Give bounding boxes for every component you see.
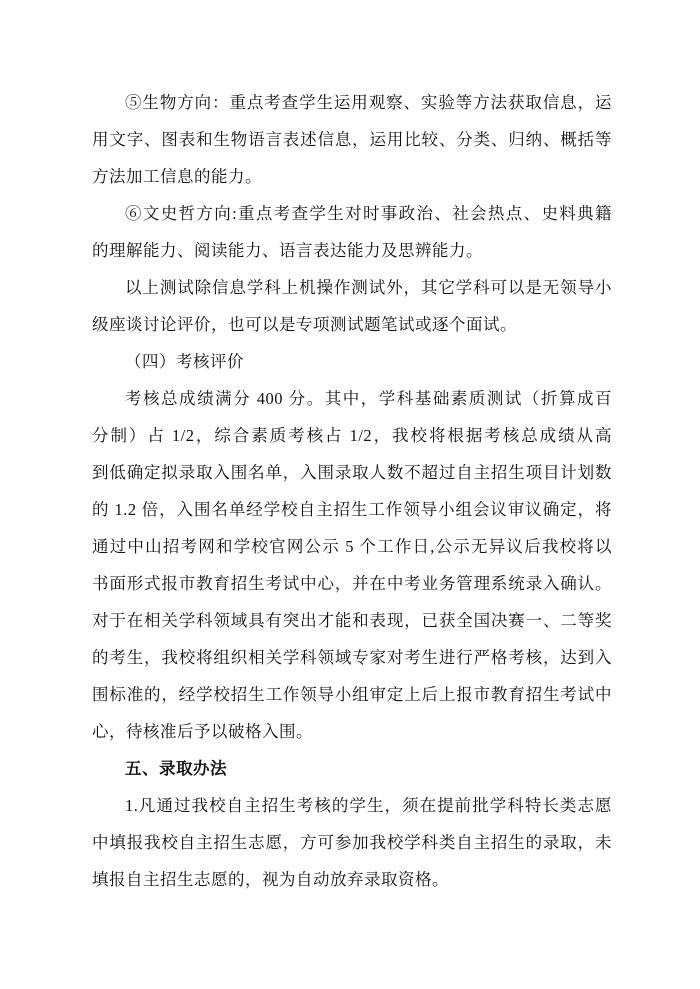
paragraph-admission-rule-1 (92, 787, 612, 898)
paragraph-test-format (92, 269, 612, 343)
text-line: 围标准的，经学校招生工作领导小组审定上后上报市教育招生考试中 (92, 685, 612, 704)
text-line: 对于在相关学科领域具有突出才能和表现，已获全国决赛一、二等奖 (92, 611, 612, 630)
document-body (92, 84, 612, 898)
paragraph-biology-direction (92, 84, 612, 195)
text-line: 以上测试除信息学科上机操作测试外，其它学科可以是无领导小 (125, 278, 612, 297)
paragraph-scoring-rules (92, 380, 612, 750)
text-line: 方法加工信息的能力。 (92, 167, 262, 186)
text-line: 填报自主招生志愿的，视为自动放弃录取资格。 (92, 870, 449, 889)
paragraph-humanities-direction (92, 195, 612, 269)
text-line: 到低确定拟录取入围名单，入围录取人数不超过自主招生项目计划数 (92, 463, 612, 482)
heading-text: 五、录取办法 (125, 759, 227, 778)
text-line: 通过中山招考网和学校官网公示 5 个工作日,公示无异议后我校将以 (92, 537, 612, 556)
text-line: 书面形式报市教育招生考试中心，并在中考业务管理系统录入确认。 (92, 574, 612, 593)
subheading-assessment-evaluation (92, 343, 612, 380)
text-line: 考核总成绩满分 400 分。其中，学科基础素质测试（折算成百 (125, 389, 612, 408)
text-line: 用文字、图表和生物语言表述信息，运用比较、分类、归纳、概括等 (92, 130, 612, 149)
subheading-text: （四）考核评价 (125, 352, 244, 371)
text-line: 中填报我校自主招生志愿，方可参加我校学科类自主招生的录取，未 (92, 833, 612, 852)
text-line: ⑤生物方向：重点考查学生运用观察、实验等方法获取信息，运 (125, 93, 612, 112)
text-line: 的理解能力、阅读能力、语言表达能力及思辨能力。 (92, 241, 483, 260)
text-line: 1.凡通过我校自主招生考核的学生，须在提前批学科特长类志愿 (125, 796, 612, 815)
heading-admission-method (92, 750, 612, 787)
text-line: 心，待核准后予以破格入围。 (92, 722, 313, 741)
text-line: 的考生，我校将组织相关学科领域专家对考生进行严格考核，达到入 (92, 648, 612, 667)
text-line: 的 1.2 倍，入围名单经学校自主招生工作领导小组会议审议确定，将 (92, 500, 612, 519)
text-line: ⑥文史哲方向:重点考查学生对时事政治、社会热点、史料典籍 (125, 204, 612, 223)
text-line: 分制）占 1/2，综合素质考核占 1/2，我校将根据考核总成绩从高 (92, 426, 612, 445)
text-line: 级座谈讨论评价，也可以是专项测试题笔试或逐个面试。 (92, 315, 517, 334)
